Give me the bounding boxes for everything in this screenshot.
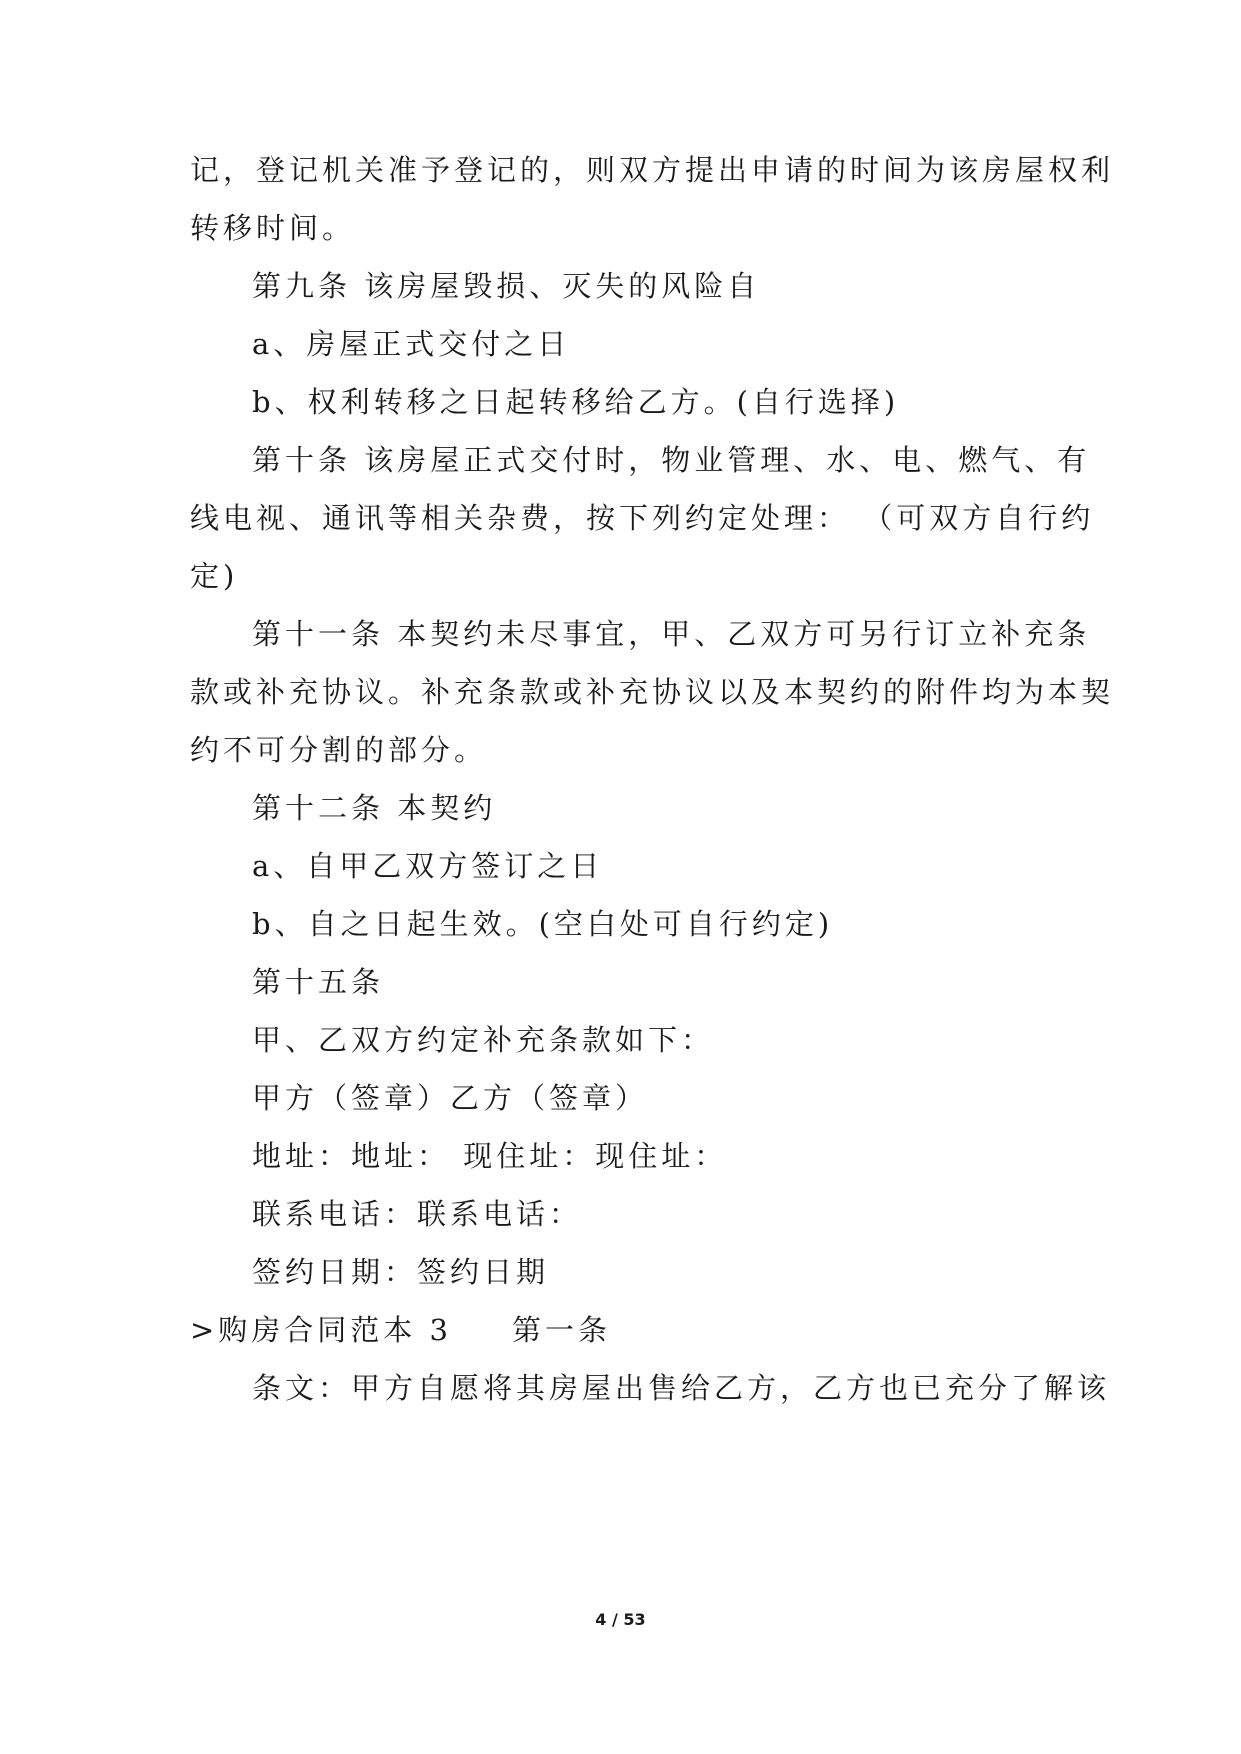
option-a-line: a、自甲乙双方签订之日 — [252, 849, 604, 883]
section-heading — [190, 1310, 1070, 1350]
article-10-heading: 第十条 该房屋正式交付时，物业管理、水、电、燃气、有 — [252, 443, 1091, 477]
signature-line: 甲方（签章）乙方（签章） — [252, 1081, 649, 1115]
article-11-heading: 第十一条 本契约未尽事宜，甲、乙双方可另行订立补充条 — [252, 617, 1091, 651]
option-b-line: b、权利转移之日起转移给乙方。(自行选择) — [252, 385, 900, 419]
page-number: 4 / 53 — [595, 1610, 646, 1629]
paragraph-line: 定) — [190, 559, 239, 593]
article-12-heading: 第十二条 本契约 — [252, 791, 497, 825]
article-9-heading: 第九条 该房屋毁损、灭失的风险自 — [252, 269, 761, 303]
paragraph-line: 记，登记机关准予登记的，则双方提出申请的时间为该房屋权利 — [190, 153, 1115, 187]
paragraph-line: 线电视、通讯等相关杂费，按下列约定处理： （可双方自行约 — [190, 501, 1095, 535]
paragraph-line: 约不可分割的部分。 — [190, 733, 488, 767]
article-15-heading: 第十五条 — [252, 965, 385, 999]
option-b-line: b、自之日起生效。(空白处可自行约定) — [252, 907, 834, 941]
section-title: >购房合同范本 3 — [190, 1313, 452, 1347]
address-line: 地址：地址： 现住址：现住址： — [252, 1139, 728, 1173]
paragraph-line: 款或补充协议。补充条款或补充协议以及本契约的附件均为本契 — [190, 675, 1115, 709]
phone-line: 联系电话：联系电话： — [252, 1197, 583, 1231]
date-line: 签约日期：签约日期 — [252, 1255, 550, 1289]
paragraph-line: 转移时间。 — [190, 211, 356, 245]
section-article: 第一条 — [511, 1313, 611, 1347]
option-a-line: a、房屋正式交付之日 — [252, 327, 571, 361]
paragraph-line: 条文：甲方自愿将其房屋出售给乙方，乙方也已充分了解该 — [252, 1371, 1111, 1405]
supplement-line: 甲、乙双方约定补充条款如下： — [252, 1023, 715, 1057]
